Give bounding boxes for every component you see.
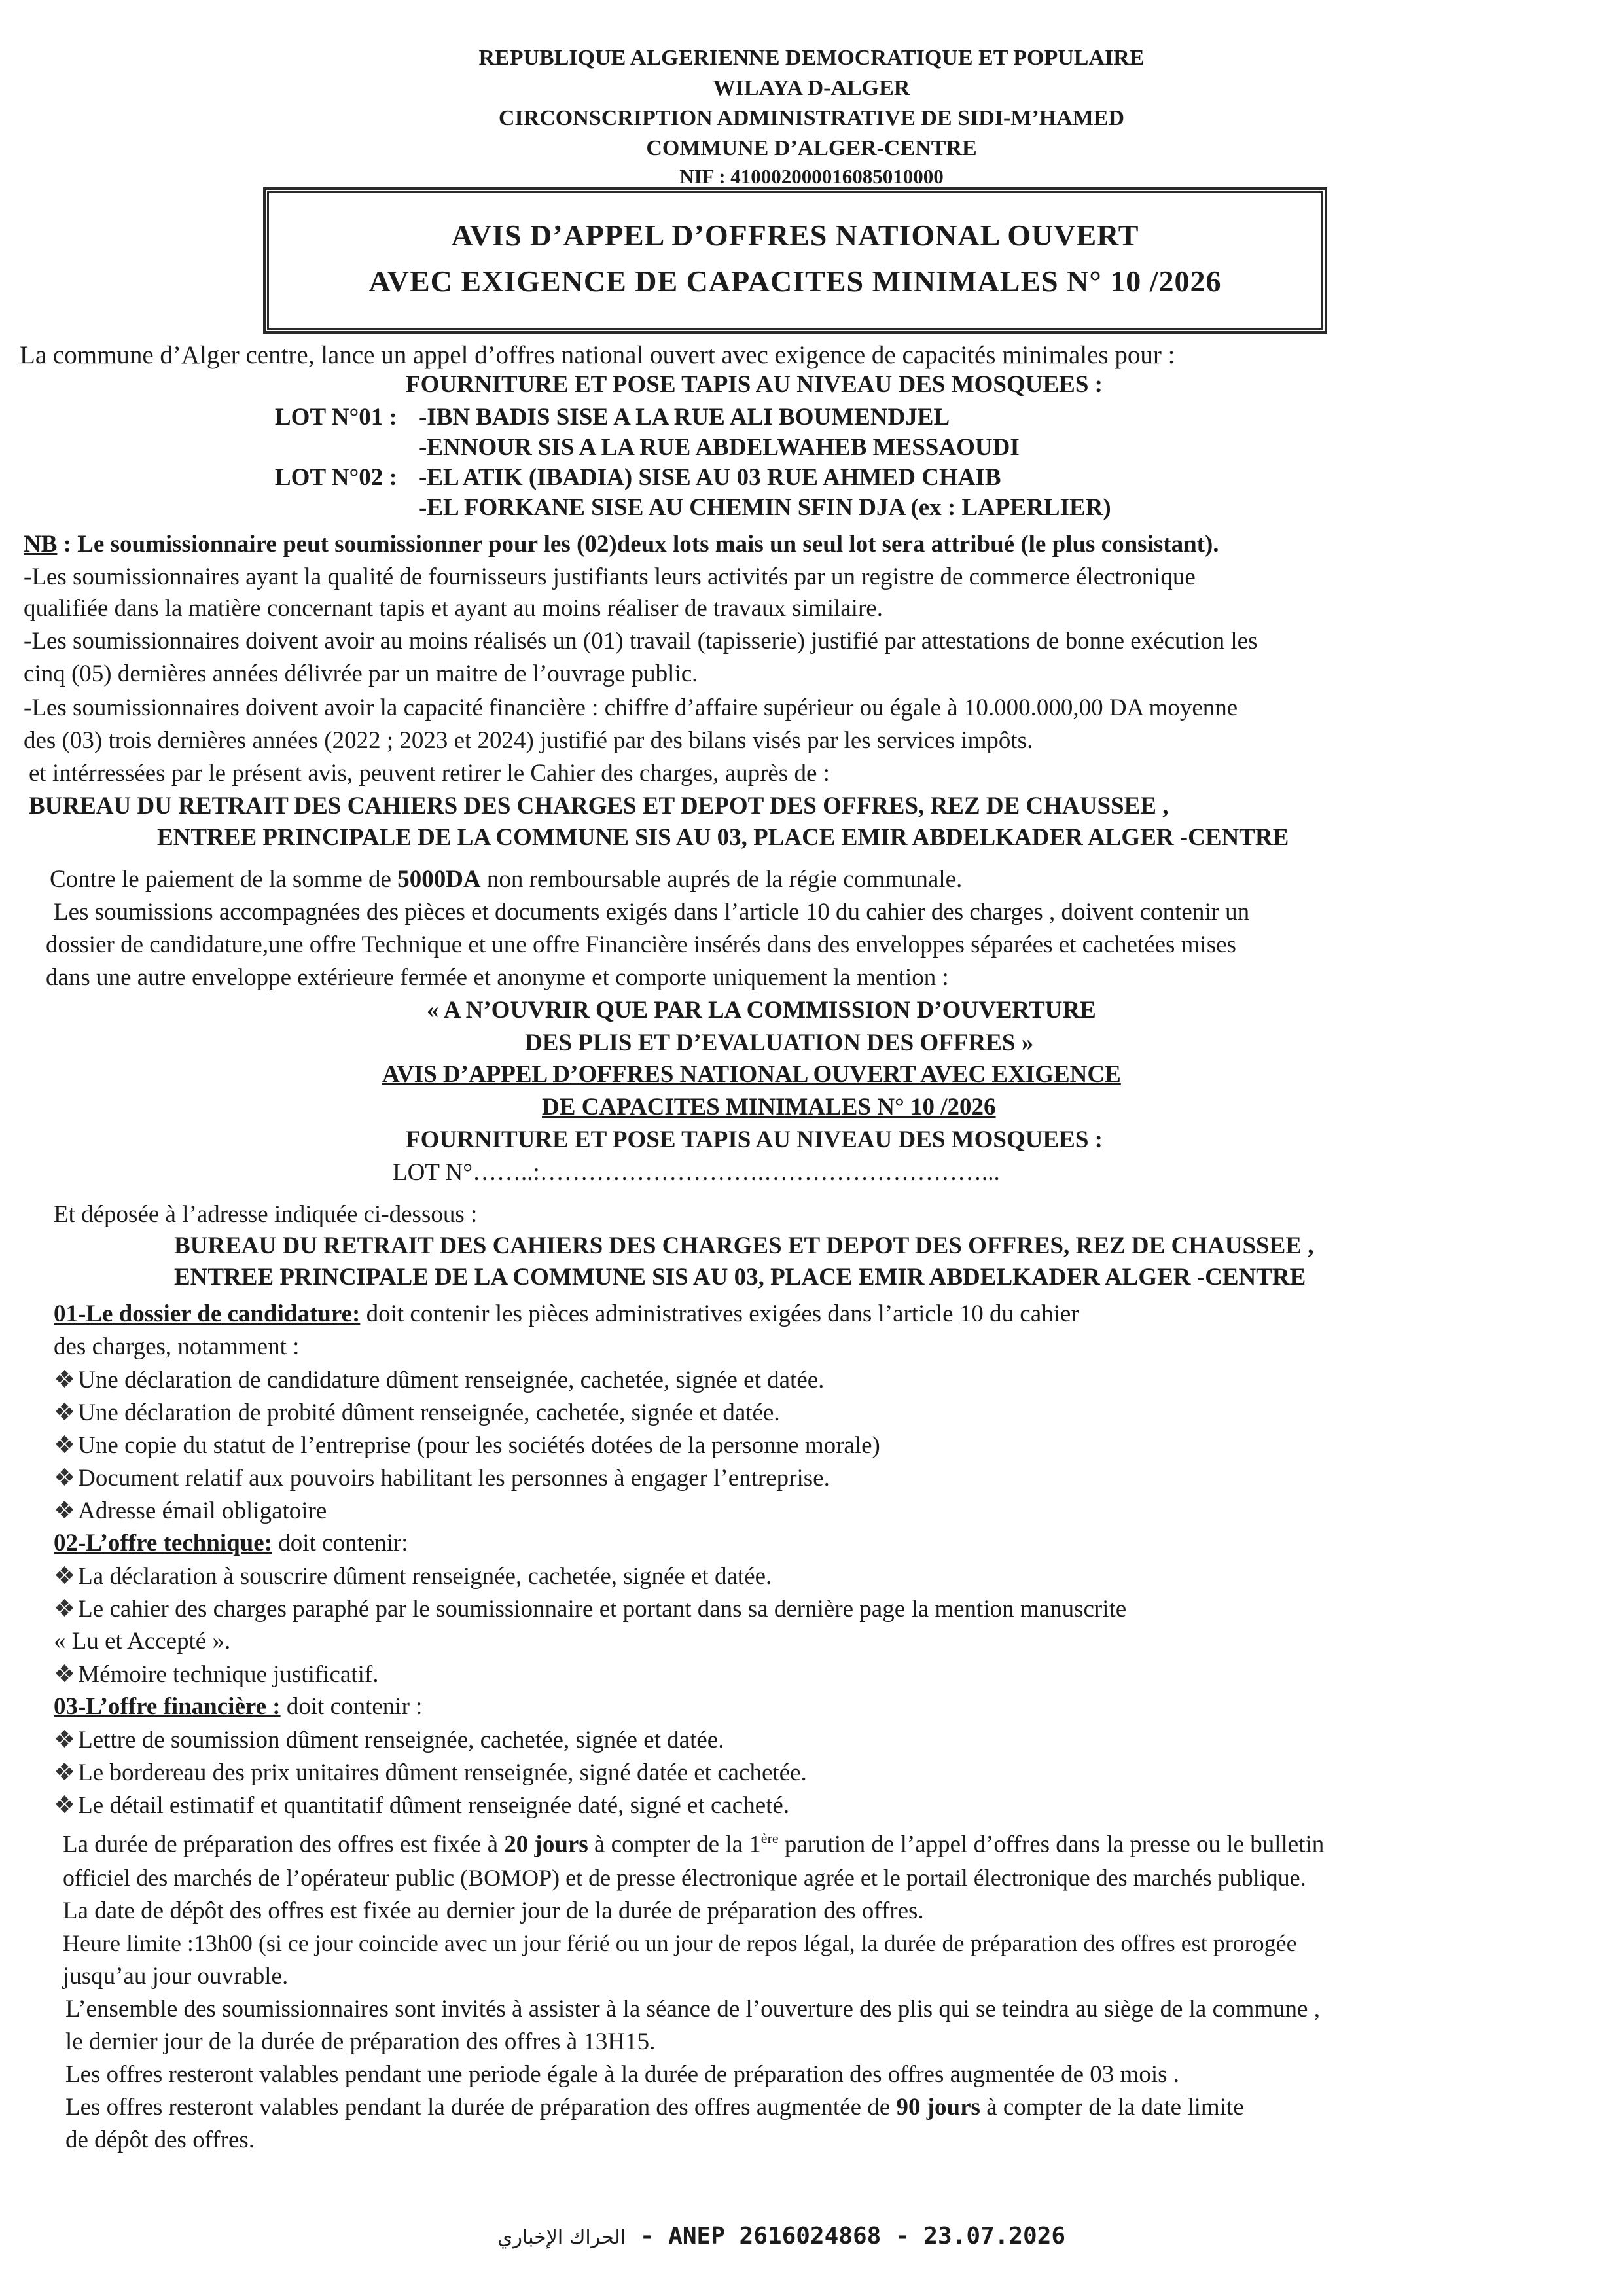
closing-line-4: Heure limite :13h00 (si ce jour coincide avec un jour férié ou un jour de repos légal, la durée de préparation des offres est prorogée: [63, 1930, 1297, 1956]
condition-line-1: -Les soumissionnaires ayant la qualité de fournisseurs justifiants leurs activités par un registre de commerce électronique: [24, 564, 1196, 590]
financiere-heading-line: [54, 1693, 422, 1721]
lot2-mosque-b: -EL FORKANE SISE AU CHEMIN SFIN DJA (ex : LAPERLIER): [419, 494, 1111, 521]
title-box: [267, 191, 1323, 330]
bullet-icon: ❖: [54, 1661, 76, 1688]
financiere-item: ❖ Le bordereau des prix unitaires dûment renseignée, signé datée et cachetée.: [54, 1759, 807, 1786]
condition-line-5: -Les soumissionnaires doivent avoir la capacité financière : chiffre d’affaire supérieur ou égale à 10.000.000,00 DA moyenne: [24, 694, 1238, 721]
bullet-icon: ❖: [54, 1465, 76, 1492]
closing-line-1: La durée de préparation des offres est fixée à 20 jours à compter de la 1ère parution de l’appel d’offres dans la presse ou le bulletin: [63, 1830, 1325, 1858]
bullet-icon: ❖: [54, 1759, 76, 1786]
technique-item: ❖ Mémoire technique justificatif.: [54, 1661, 379, 1688]
mention-line-6: LOT N°……..:……………………….………………………...: [393, 1159, 1000, 1186]
bullet-icon: ❖: [54, 1596, 76, 1623]
submission-line-3: dans une autre enveloppe extérieure fermée et anonyme et comporte uniquement la mention :: [46, 964, 949, 991]
dossier-heading: 01-Le dossier de candidature:: [54, 1300, 361, 1327]
condition-line-6: des (03) trois dernières années (2022 ; 2023 et 2024) justifié par des bilans visés par les services impôts.: [24, 727, 1033, 754]
bureau-address-line-2: ENTREE PRINCIPALE DE LA COMMUNE SIS AU 03, PLACE EMIR ABDELKADER ALGER -CENTRE: [157, 824, 1289, 851]
dossier-item: ❖ Une déclaration de candidature dûment renseignée, cachetée, signée et datée.: [54, 1367, 825, 1393]
nb-note: [24, 530, 1219, 558]
dossier-item: ❖ Document relatif aux pouvoirs habilitant les personnes à engager l’entreprise.: [54, 1465, 830, 1492]
closing-duration: 20 jours: [504, 1831, 588, 1858]
header-line-circonscription: CIRCONSCRIPTION ADMINISTRATIVE DE SIDI-M’HAMED: [498, 106, 1125, 130]
closing-line-9: Les offres resteront valables pendant la durée de préparation des offres augmentée de 90 jours à compter de la date limite: [65, 2094, 1244, 2121]
lot2-mosque-a: -EL ATIK (IBADIA) SISE AU 03 RUE AHMED CHAIB: [419, 464, 1001, 491]
closing-line-3: La date de dépôt des offres est fixée au dernier jour de la durée de préparation des offres.: [63, 1897, 924, 1924]
footer-anep-ref: - ANEP 2616024868 - 23.07.2026: [626, 2223, 1066, 2250]
technique-heading-line: [54, 1529, 408, 1557]
technique-item: ❖ La déclaration à souscrire dûment renseignée, cachetée, signée et datée.: [54, 1563, 772, 1590]
mention-line-3: AVIS D’APPEL D’OFFRES NATIONAL OUVERT AVEC EXIGENCE: [382, 1061, 1121, 1088]
financiere-item: ❖ Lettre de soumission dûment renseignée, cachetée, signée et datée.: [54, 1727, 724, 1753]
closing-line-8: Les offres resteront valables pendant une periode égale à la durée de préparation des offres augmentée de 03 mois .: [65, 2061, 1179, 2088]
mention-line-2: DES PLIS ET D’EVALUATION DES OFFRES »: [525, 1030, 1034, 1056]
subject-heading: FOURNITURE ET POSE TAPIS AU NIVEAU DES MOSQUEES :: [406, 371, 1103, 398]
closing-line-2: officiel des marchés de l’opérateur public (BOMOP) et de presse électronique agrée et le portail électronique des marchés publique.: [63, 1865, 1306, 1891]
mention-line-1: « A N’OUVRIR QUE PAR LA COMMISSION D’OUVERTURE: [427, 997, 1096, 1024]
title-line-1: AVIS D’APPEL D’OFFRES NATIONAL OUVERT: [451, 219, 1139, 252]
validity-duration: 90 jours: [896, 2094, 980, 2121]
header-line-wilaya: WILAYA D-ALGER: [713, 76, 910, 100]
payment-post: non remboursable auprés de la régie communale.: [480, 866, 963, 893]
technique-item: ❖ Le cahier des charges paraphé par le soumissionnaire et portant dans sa dernière page la mention manuscrite: [54, 1596, 1127, 1623]
header-line-commune: COMMUNE D’ALGER-CENTRE: [646, 136, 977, 160]
condition-line-2: qualifiée dans la matière concernant tapis et ayant au moins réaliser de travaux similaire.: [24, 595, 883, 622]
bullet-icon: ❖: [54, 1563, 76, 1590]
dossier-item: ❖ Une déclaration de probité dûment renseignée, cachetée, signée et datée.: [54, 1399, 780, 1426]
bullet-icon: ❖: [54, 1432, 76, 1459]
dossier-heading-rest-2: des charges, notamment :: [54, 1333, 300, 1360]
deposit-address-line-1: BUREAU DU RETRAIT DES CAHIERS DES CHARGES ET DEPOT DES OFFRES, REZ DE CHAUSSEE ,: [174, 1232, 1314, 1259]
nb-text: : Le soumissionnaire peut soumissionner pour les (02)deux lots mais un seul lot sera attribué (le plus consistant).: [57, 531, 1219, 558]
deposit-intro: Et déposée à l’adresse indiquée ci-dessous :: [54, 1201, 478, 1228]
deposit-address-line-2: ENTREE PRINCIPALE DE LA COMMUNE SIS AU 03, PLACE EMIR ABDELKADER ALGER -CENTRE: [174, 1264, 1306, 1291]
dossier-item: ❖ Adresse émail obligatoire: [54, 1498, 327, 1524]
header-line-nif: NIF : 410002000016085010000: [679, 165, 944, 188]
submission-line-1: Les soumissions accompagnées des pièces et documents exigés dans l’article 10 du cahier des charges , doivent contenir un: [54, 899, 1250, 925]
mention-line-5: FOURNITURE ET POSE TAPIS AU NIVEAU DES MOSQUEES :: [406, 1126, 1103, 1153]
footer-arabic: الحراك الإخباري: [497, 2226, 626, 2249]
financiere-heading: 03-L’offre financière :: [54, 1693, 281, 1720]
condition-line-4: cinq (05) dernières années délivrée par un maitre de l’ouvrage public.: [24, 660, 698, 687]
condition-line-3: -Les soumissionnaires doivent avoir au moins réalisés un (01) travail (tapisserie) justifié par attestations de bonne exécution les: [24, 628, 1258, 655]
technique-lu-accepte: « Lu et Accepté ».: [54, 1628, 231, 1655]
bullet-icon: ❖: [54, 1792, 76, 1819]
technique-heading-rest: doit contenir:: [272, 1530, 408, 1556]
closing-line-6: L’ensemble des soumissionnaires sont invités à assister à la séance de l’ouverture des plis qui se teindra au siège de la commune ,: [65, 1996, 1320, 2022]
technique-heading: 02-L’offre technique:: [54, 1530, 272, 1556]
closing-line-7: le dernier jour de la durée de préparation des offres à 13H15.: [65, 2028, 656, 2055]
bullet-icon: ❖: [54, 1367, 76, 1393]
lot1-label: LOT N°01 :: [275, 404, 397, 431]
lot1-mosque-b: -ENNOUR SIS A LA RUE ABDELWAHEB MESSAOUDI: [419, 434, 1020, 461]
closing-line-5: jusqu’au jour ouvrable.: [63, 1963, 289, 1990]
closing-line-10: de dépôt des offres.: [65, 2126, 255, 2153]
financiere-item: ❖ Le détail estimatif et quantitatif dûment renseignée daté, signé et cacheté.: [54, 1792, 790, 1819]
condition-line-7: et intérressées par le présent avis, peuvent retirer le Cahier des charges, auprès de :: [29, 760, 830, 787]
payment-pre: Contre le paiement de la somme de: [50, 866, 398, 893]
dossier-heading-line: [54, 1300, 1079, 1328]
mention-line-4: DE CAPACITES MINIMALES N° 10 /2026: [542, 1094, 996, 1121]
bureau-address-line-1: BUREAU DU RETRAIT DES CAHIERS DES CHARGES ET DEPOT DES OFFRES, REZ DE CHAUSSEE ,: [29, 793, 1169, 819]
lot1-mosque-a: -IBN BADIS SISE A LA RUE ALI BOUMENDJEL: [419, 404, 950, 431]
dossier-heading-rest: doit contenir les pièces administratives exigées dans l’article 10 du cahier: [360, 1300, 1079, 1327]
payment-text: [50, 865, 962, 893]
lot2-label: LOT N°02 :: [275, 464, 397, 491]
title-line-2: AVEC EXIGENCE DE CAPACITES MINIMALES N° 10 /2026: [368, 264, 1222, 298]
intro-text: La commune d’Alger centre, lance un appel d’offres national ouvert avec exigence de capacités minimales pour :: [20, 341, 1175, 369]
nb-label: NB: [24, 531, 58, 558]
dossier-item: ❖ Une copie du statut de l’entreprise (pour les sociétés dotées de la personne morale): [54, 1432, 880, 1459]
bullet-icon: ❖: [54, 1498, 76, 1524]
header-line-republic: REPUBLIQUE ALGERIENNE DEMOCRATIQUE ET POPULAIRE: [478, 46, 1145, 70]
submission-line-2: dossier de candidature,une offre Technique et une offre Financière insérés dans des enveloppes séparées et cachetées mises: [46, 931, 1236, 958]
bullet-icon: ❖: [54, 1399, 76, 1426]
footer-anep: [497, 2223, 1065, 2250]
bullet-icon: ❖: [54, 1727, 76, 1753]
payment-amount: 5000DA: [397, 866, 481, 893]
financiere-heading-rest: doit contenir :: [280, 1693, 423, 1720]
